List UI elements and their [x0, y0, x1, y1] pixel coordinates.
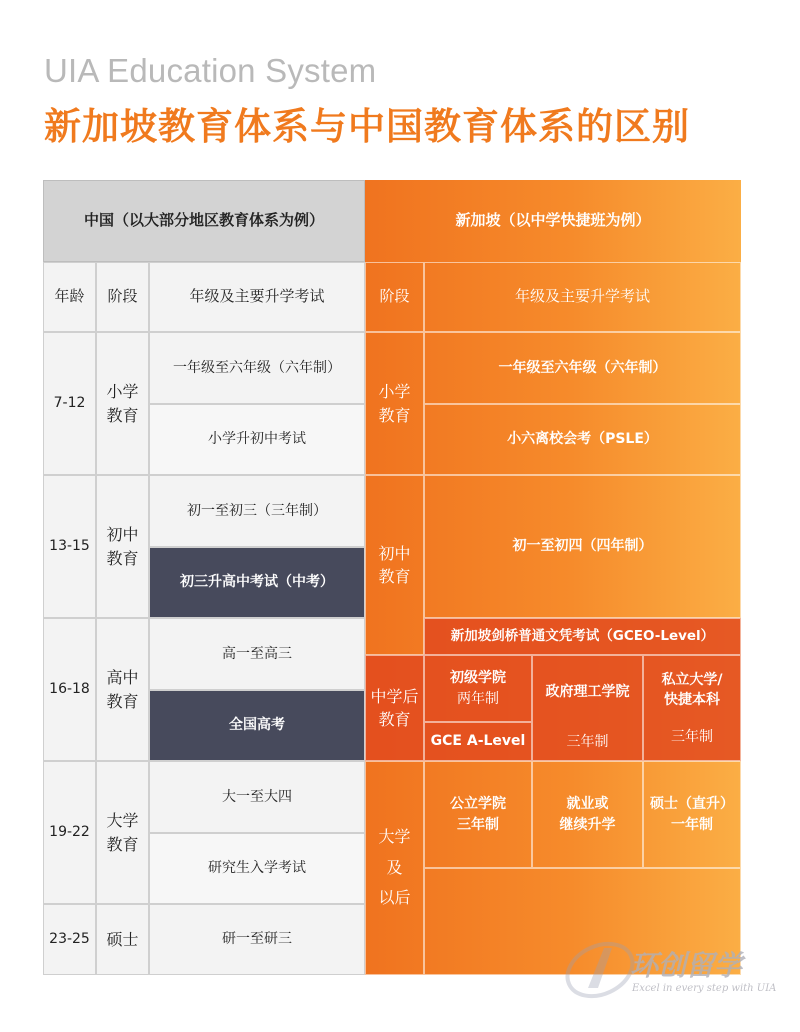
sg-alevel-exam: GCE A-Level — [424, 722, 532, 761]
china-university-exam: 研究生入学考试 — [149, 833, 365, 904]
china-age-senior: 16-18 — [43, 618, 96, 761]
china-age-junior: 13-15 — [43, 475, 96, 618]
china-primary-grades: 一年级至六年级（六年制） — [149, 332, 365, 404]
private-title: 私立大学/ 快捷本科 — [661, 672, 723, 709]
china-university-grades: 大一至大四 — [149, 761, 365, 833]
china-stage-senior: 高中 教育 — [96, 618, 149, 761]
watermark-slogan: Excel in every step with UIA — [632, 983, 777, 994]
chinese-title: 新加坡教育体系与中国教育体系的区别 — [44, 105, 690, 148]
sg-olevel-exam: 新加坡剑桥普通文凭考试（GCEO-Level） — [424, 618, 741, 655]
sg-stage-post-secondary: 中学后 教育 — [365, 655, 424, 761]
poly-years: 三年制 — [566, 734, 609, 751]
sg-col-stage: 阶段 — [365, 262, 424, 332]
china-header: 中国（以大部分地区教育体系为例） — [43, 180, 365, 262]
private-years: 三年制 — [671, 728, 713, 745]
sg-primary-grades: 一年级至六年级（六年制） — [424, 332, 741, 404]
china-col-grade: 年级及主要升学考试 — [149, 262, 365, 332]
sg-primary-exam: 小六离校会考（PSLE） — [424, 404, 741, 475]
china-age-university: 19-22 — [43, 761, 96, 904]
singapore-header: 新加坡（以中学快捷班为例） — [455, 211, 651, 230]
china-senior-grades: 高一至高三 — [149, 618, 365, 690]
sg-stage-secondary: 初中 教育 — [365, 475, 424, 655]
china-stage-primary: 小学 教育 — [96, 332, 149, 475]
china-stage-master: 硕士 — [96, 904, 149, 975]
china-master-grades: 研一至研三 — [149, 904, 365, 975]
sg-employment: 就业或 继续升学 — [532, 761, 643, 868]
sg-private-university — [643, 655, 741, 761]
china-junior-exam: 初三升高中考试（中考） — [149, 547, 365, 618]
watermark-brand: 环创留学 — [630, 949, 743, 982]
sg-polytechnic — [532, 655, 643, 761]
sg-col-grade: 年级及主要升学考试 — [424, 262, 741, 332]
english-title: UIA Education System — [44, 52, 377, 89]
sg-secondary-grades: 初一至初四（四年制） — [424, 475, 741, 618]
china-col-stage: 阶段 — [96, 262, 149, 332]
china-stage-junior: 初中 教育 — [96, 475, 149, 618]
china-senior-exam: 全国高考 — [149, 690, 365, 761]
sg-public-college: 公立学院 三年制 — [424, 761, 532, 868]
jc-years: 两年制 — [457, 690, 499, 707]
china-age-master: 23-25 — [43, 904, 96, 975]
china-col-age: 年龄 — [43, 262, 96, 332]
sg-master: 硕士（直升） 一年制 — [643, 761, 741, 868]
china-stage-university: 大学 教育 — [96, 761, 149, 904]
china-primary-exam: 小学升初中考试 — [149, 404, 365, 475]
sg-stage-university: 大学 及 以后 — [365, 761, 424, 975]
poly-title: 政府理工学院 — [545, 684, 630, 700]
china-junior-grades: 初一至初三（三年制） — [149, 475, 365, 547]
sg-junior-college — [424, 655, 532, 722]
jc-title: 初级学院 — [450, 670, 506, 687]
china-age-primary: 7-12 — [43, 332, 96, 475]
sg-stage-primary: 小学 教育 — [365, 332, 424, 475]
